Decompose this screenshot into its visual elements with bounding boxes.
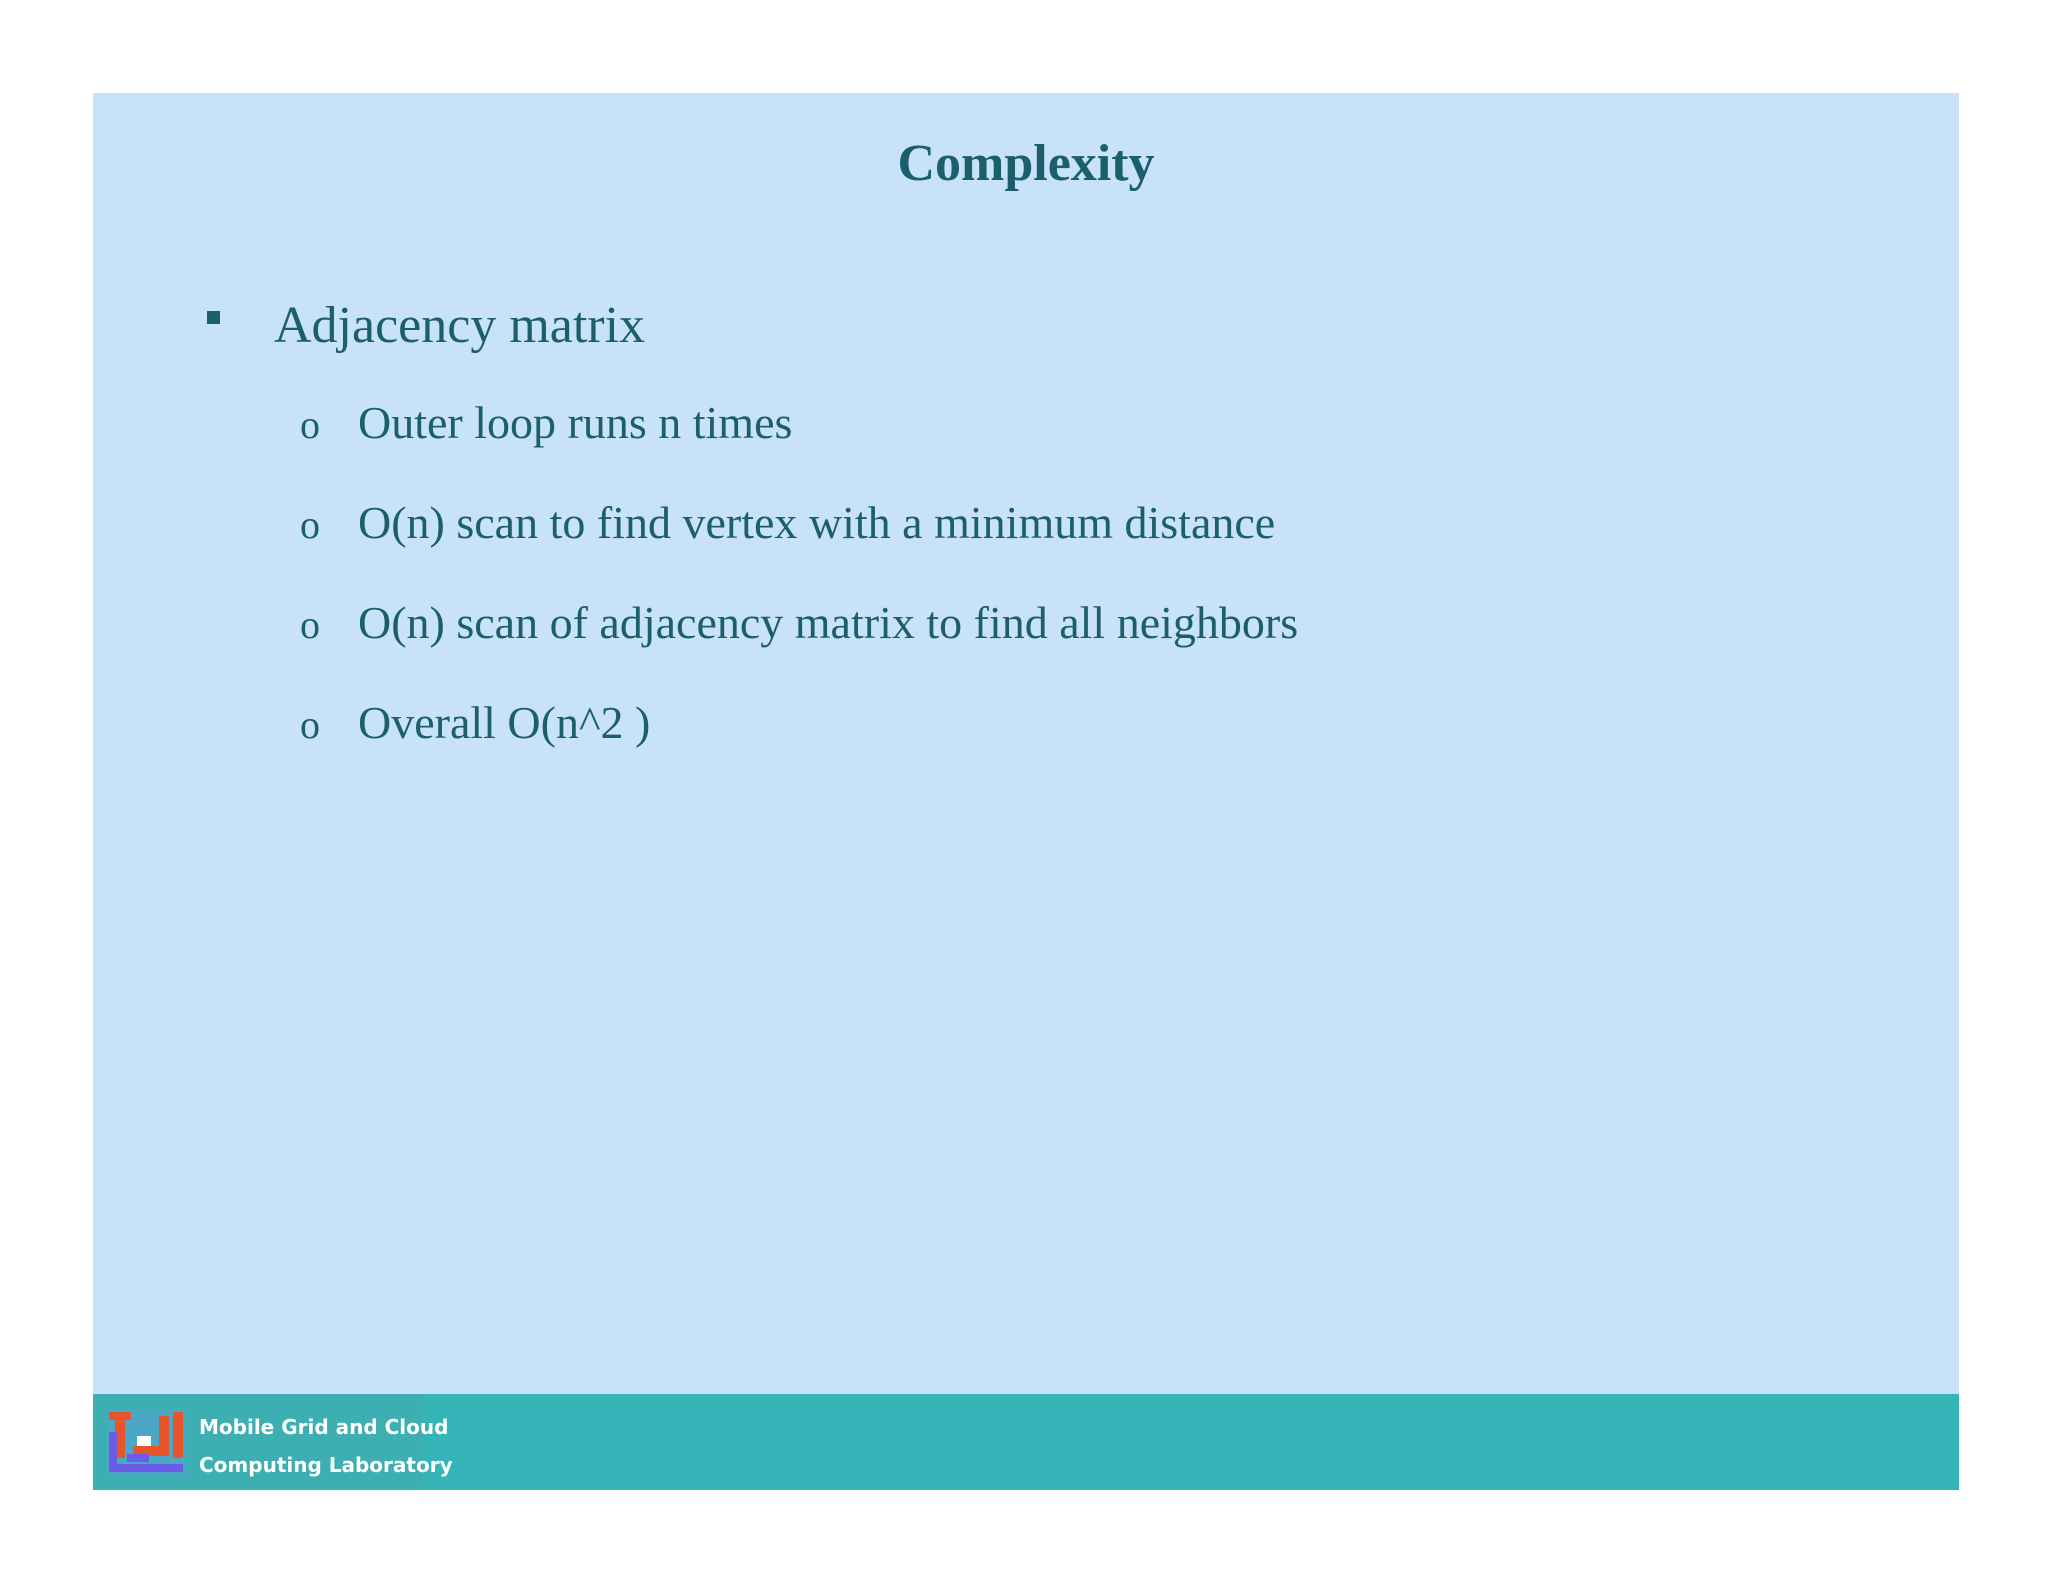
circle-bullet-icon: o bbox=[300, 402, 320, 447]
sub-bullet-item bbox=[300, 395, 1298, 495]
slide-title: Complexity bbox=[897, 135, 1155, 192]
sub-bullet-item bbox=[300, 495, 1298, 595]
lab-name-line2: Computing Laboratory bbox=[199, 1453, 453, 1477]
sub-bullet-text: O(n) scan of adjacency matrix to find all neighbors bbox=[358, 597, 1299, 648]
circle-bullet-icon: o bbox=[300, 502, 320, 547]
sub-bullet-list bbox=[300, 395, 1298, 795]
lab-logo-icon bbox=[107, 1410, 185, 1476]
circle-bullet-icon: o bbox=[300, 602, 320, 647]
slide bbox=[93, 93, 1959, 1490]
sub-bullet-text: O(n) scan to find vertex with a minimum distance bbox=[358, 497, 1276, 548]
sub-bullet-item bbox=[300, 595, 1298, 695]
square-bullet-icon bbox=[207, 311, 220, 324]
footer-bar bbox=[93, 1394, 1959, 1490]
sub-bullet-item bbox=[300, 695, 1298, 795]
main-bullet-text: Adjacency matrix bbox=[274, 297, 646, 354]
sub-bullet-text: Overall O(n^2 ) bbox=[358, 697, 651, 748]
lab-name bbox=[199, 1408, 453, 1484]
lab-name-line1: Mobile Grid and Cloud bbox=[199, 1415, 449, 1439]
lab-logo bbox=[93, 1394, 453, 1490]
sub-bullet-text: Outer loop runs n times bbox=[358, 397, 793, 448]
main-bullet bbox=[207, 295, 645, 357]
circle-bullet-icon: o bbox=[300, 702, 320, 747]
